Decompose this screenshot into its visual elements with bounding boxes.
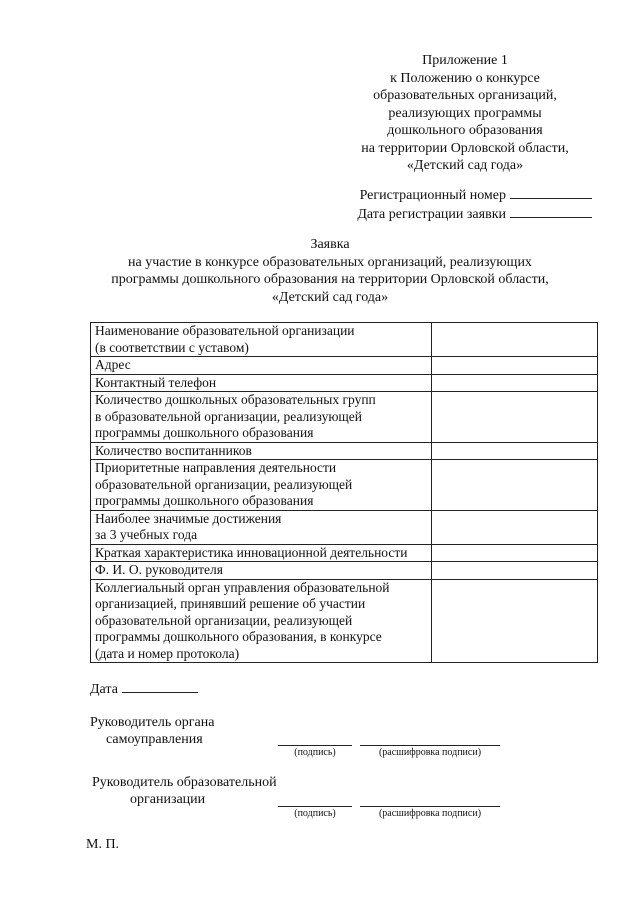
signatory-title-line: Руководитель органа: [90, 715, 215, 730]
signature-decode-field[interactable]: [360, 806, 500, 820]
table-row-label: Количество дошкольных образовательных групп в образовательной организации, реализующей программы дошкольного образования: [91, 392, 432, 443]
table-row-label: Наиболее значимые достижения за 3 учебных года: [91, 510, 432, 544]
title-line: на участие в конкурсе образовательных организаций, реализующих: [128, 254, 532, 270]
table-row-label: Краткая характеристика инновационной деятельности: [91, 544, 432, 562]
signature-decode-field[interactable]: [360, 745, 500, 759]
table-row: [91, 510, 598, 544]
stamp-place-label: М. П.: [86, 837, 120, 852]
registration-block: [357, 186, 592, 224]
registration-date-label: Дата регистрации заявки: [357, 207, 506, 222]
signature-caption: (подпись): [294, 747, 336, 758]
registration-date-field[interactable]: [510, 205, 592, 218]
table-row: [91, 374, 598, 392]
signature-decode-caption: (расшифровка подписи): [378, 747, 482, 758]
table-row-value[interactable]: [431, 357, 597, 375]
appendix-line: к Положению о конкурсе: [390, 70, 540, 86]
table-row: [91, 442, 598, 460]
signature-field[interactable]: [278, 806, 352, 820]
appendix-line: дошкольного образования: [387, 123, 543, 138]
table-body: [91, 323, 598, 663]
date-field[interactable]: [122, 680, 198, 693]
appendix-line: на территории Орловской области,: [361, 140, 569, 156]
appendix-line: Приложение 1: [422, 53, 508, 68]
table-row-value[interactable]: [431, 374, 597, 392]
table-row-value[interactable]: [431, 544, 597, 562]
registration-date-row: [357, 205, 592, 224]
signature-field[interactable]: [278, 745, 352, 759]
table-row-value[interactable]: [431, 460, 597, 511]
signature-caption: (подпись): [294, 808, 336, 819]
registration-number-label: Регистрационный номер: [359, 188, 506, 203]
signature-decode-caption: (расшифровка подписи): [378, 808, 482, 819]
appendix-line: образовательных организаций,: [373, 88, 557, 103]
date-row: [90, 680, 198, 698]
table-row-label: Наименование образовательной организации (в соответствии с уставом): [91, 323, 432, 357]
table-row-value[interactable]: [431, 392, 597, 443]
application-table: [90, 322, 598, 663]
signature-block-governing-body: [90, 714, 214, 748]
title-heading: Заявка: [310, 237, 350, 252]
signatory-title-line: организации: [130, 792, 206, 807]
appendix-line: «Детский сад года»: [406, 158, 524, 173]
signatory-title-line: самоуправления: [106, 732, 203, 747]
table-row-value[interactable]: [431, 562, 597, 580]
table-row: [91, 562, 598, 580]
table-row: [91, 460, 598, 511]
signature-block-organization-head: [92, 774, 277, 808]
table-row-value[interactable]: [431, 442, 597, 460]
table-row: [91, 579, 598, 663]
table-row-value[interactable]: [431, 579, 597, 663]
table-row-label: Приоритетные направления деятельности образовательной организации, реализующей программы дошкольного образования: [91, 460, 432, 511]
table-row: [91, 544, 598, 562]
table-row-label: Ф. И. О. руководителя: [91, 562, 432, 580]
appendix-header: [330, 52, 600, 175]
table-row: [91, 323, 598, 357]
signatory-title-line: Руководитель образовательной: [92, 775, 277, 790]
table-row-label: Коллегиальный орган управления образовательной организацией, принявший решение об участии образовательной организации, реализующей программы дошкольного образования, в конкурсе (дата и номер протокола): [91, 579, 432, 663]
table-row-value[interactable]: [431, 323, 597, 357]
date-label: Дата: [90, 682, 118, 697]
registration-number-field[interactable]: [510, 186, 592, 199]
application-title: [60, 236, 600, 306]
table-row: [91, 357, 598, 375]
title-line: «Детский сад года»: [271, 289, 389, 305]
table-row-label: Контактный телефон: [91, 374, 432, 392]
table-row-label: Адрес: [91, 357, 432, 375]
table-row-value[interactable]: [431, 510, 597, 544]
registration-number-row: [357, 186, 592, 205]
title-line: программы дошкольного образования на территории Орловской области,: [111, 272, 549, 287]
table-row: [91, 392, 598, 443]
appendix-line: реализующих программы: [388, 105, 542, 121]
table-row-label: Количество воспитанников: [91, 442, 432, 460]
